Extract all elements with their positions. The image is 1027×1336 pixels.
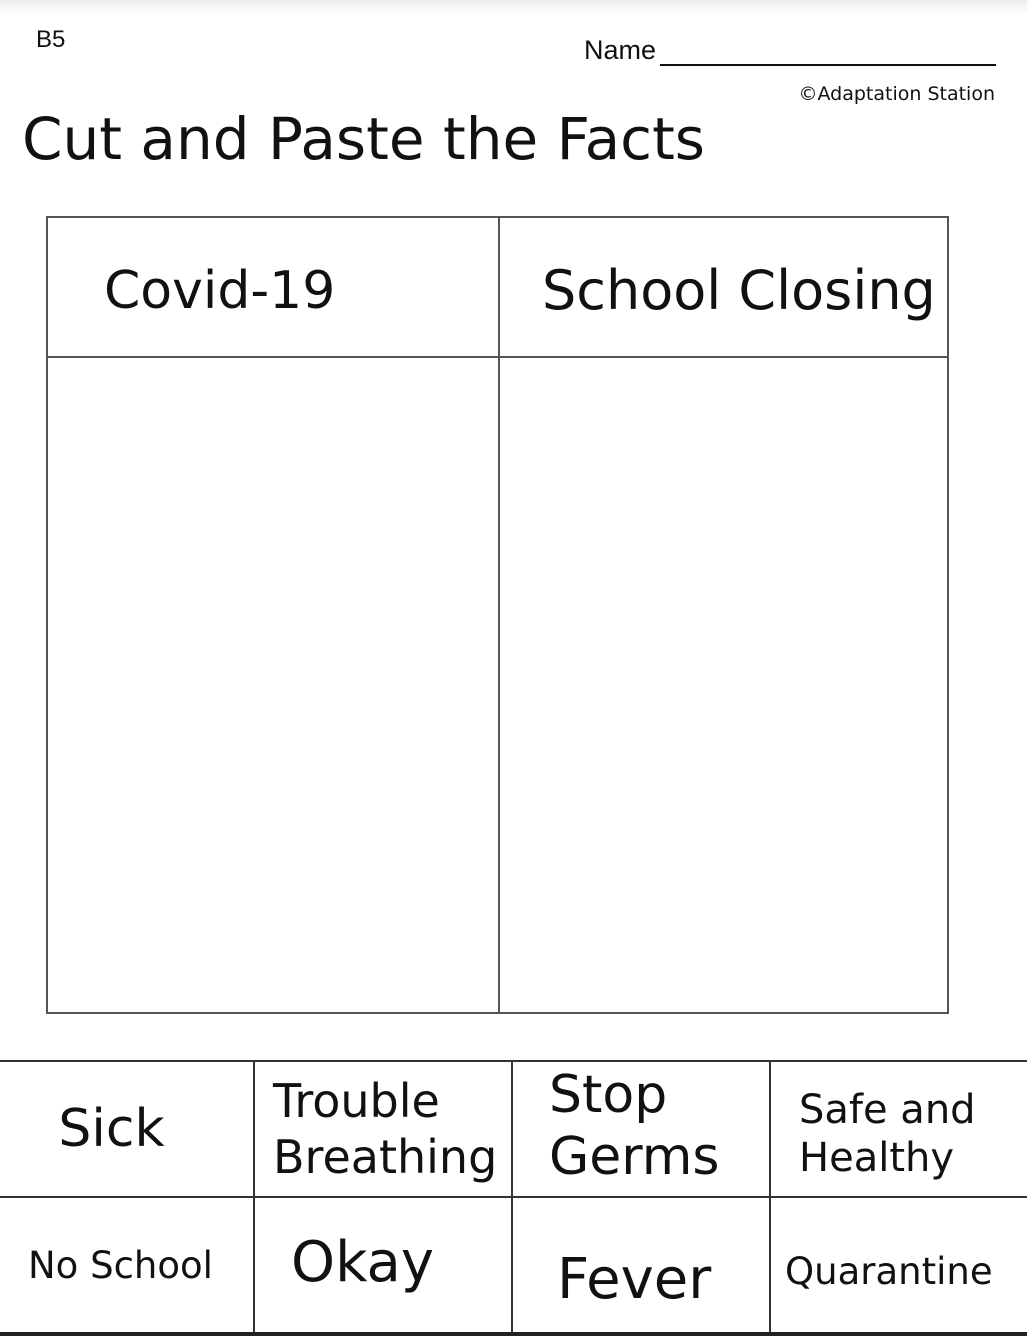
fact-card-text: Trouble [273,1074,440,1128]
sorting-table [46,216,949,1014]
drop-zone-covid[interactable] [48,358,498,1012]
fact-card-text: Breathing [273,1130,498,1184]
page-title: Cut and Paste the Facts [22,105,706,173]
fact-cards-grid [0,1060,1027,1336]
worksheet-code: B5 [36,26,66,53]
fact-card-okay[interactable] [255,1198,513,1332]
fact-card-quarantine[interactable] [771,1198,1027,1332]
fact-card-stop-germs[interactable] [513,1062,771,1198]
fact-card-text: Stop [549,1065,668,1125]
fact-card-no-school[interactable] [0,1198,255,1332]
fact-card-text: Okay [291,1229,434,1295]
name-field[interactable] [584,34,996,66]
name-label: Name [584,35,657,65]
fact-card-text: Healthy [799,1135,955,1181]
name-write-line[interactable] [660,36,996,66]
fact-card-safe-and-healthy[interactable] [771,1062,1027,1198]
fact-card-text: Quarantine [785,1249,993,1293]
fact-card-text: Safe and [799,1087,976,1133]
drop-zone-school-closing[interactable] [500,358,947,1012]
page-top-shadow [0,0,1027,14]
column-header-school-closing: School Closing [542,259,936,322]
fact-card-text: Sick [58,1099,165,1159]
fact-card-text: Fever [557,1246,712,1312]
fact-card-trouble-breathing[interactable] [255,1062,513,1198]
fact-card-text: No School [28,1243,213,1287]
fact-card-sick[interactable] [0,1062,255,1198]
copyright-notice: ©Adaptation Station [798,83,995,105]
fact-card-text: Germs [549,1127,720,1187]
fact-card-fever[interactable] [513,1198,771,1332]
column-header-covid: Covid-19 [104,261,336,321]
